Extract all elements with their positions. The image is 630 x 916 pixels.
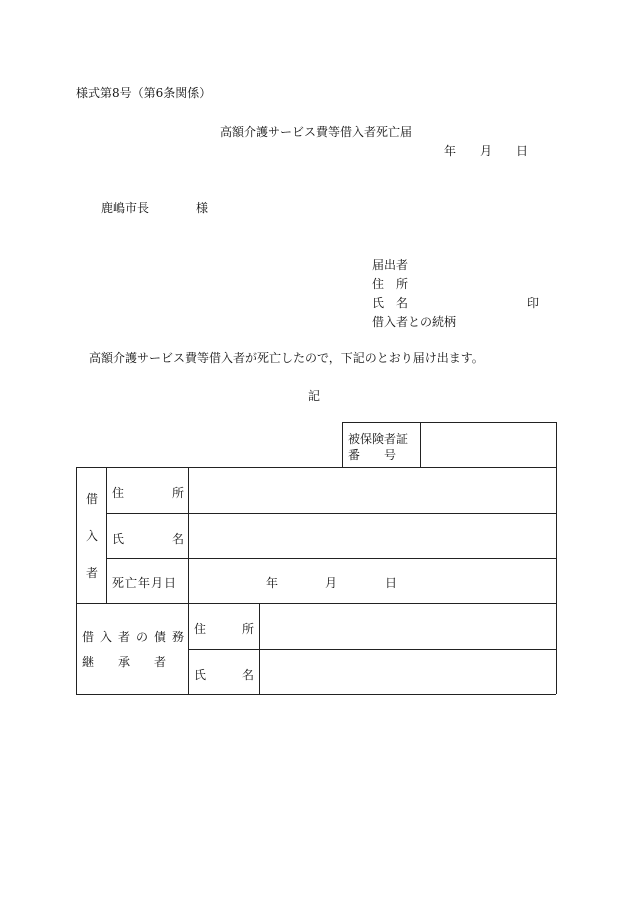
borrower-address-label-2: 所 — [172, 486, 185, 500]
date-year-label: 年 — [444, 144, 457, 158]
addressee-name: 鹿嶋市長 — [101, 201, 150, 215]
table-border — [76, 467, 77, 694]
borrower-address-label-1: 住 — [112, 486, 125, 500]
table-border — [106, 558, 556, 559]
table-border — [342, 422, 343, 467]
insured-number-label-2: 番 号 — [348, 448, 397, 462]
table-border — [420, 422, 421, 467]
form-number: 様式第8号（第6条関係） — [76, 86, 212, 100]
table-border — [106, 467, 107, 603]
table-border — [188, 467, 189, 694]
addressee-honorific: 様 — [196, 201, 209, 215]
table-border — [188, 649, 556, 650]
statement-text: 高額介護サービス費等借入者が死亡したので，下記のとおり届け出ます。 — [89, 351, 484, 365]
table-border — [76, 694, 556, 695]
table-border — [76, 467, 556, 468]
successor-name-label-1: 氏 — [194, 668, 207, 682]
successor-label-2: 継 承 者 — [82, 655, 167, 669]
form-title: 高額介護サービス費等借入者死亡届 — [220, 125, 413, 139]
table-border — [342, 422, 556, 423]
borrower-group-char-3: 者 — [86, 566, 99, 580]
notifier-name-label: 氏 名 — [372, 296, 409, 310]
successor-name-label-2: 名 — [242, 668, 255, 682]
borrower-name-label-1: 氏 — [112, 532, 125, 546]
notifier-address-label: 住 所 — [372, 277, 409, 291]
death-date-year-label: 年 — [266, 576, 279, 590]
date-month-label: 月 — [480, 144, 493, 158]
table-border — [259, 603, 260, 694]
borrower-group-char-2: 入 — [86, 529, 99, 543]
death-date-day-label: 日 — [385, 576, 398, 590]
borrower-group-char-1: 借 — [86, 492, 99, 506]
seal-mark: 印 — [527, 296, 540, 310]
borrower-name-label-2: 名 — [172, 532, 185, 546]
table-border — [76, 603, 556, 604]
table-border — [106, 513, 556, 514]
notifier-heading: 届出者 — [372, 258, 409, 272]
death-date-label: 死亡年月日 — [112, 576, 178, 590]
insured-number-label-1: 被保険者証 — [348, 432, 409, 446]
successor-address-label-2: 所 — [242, 622, 255, 636]
successor-label-1: 借入者の債務 — [82, 630, 191, 644]
table-border — [556, 422, 557, 694]
date-day-label: 日 — [516, 144, 529, 158]
successor-address-label-1: 住 — [194, 622, 207, 636]
death-date-month-label: 月 — [325, 576, 338, 590]
notifier-relation-label: 借入者との続柄 — [372, 315, 457, 329]
ki-heading: 記 — [308, 389, 321, 403]
